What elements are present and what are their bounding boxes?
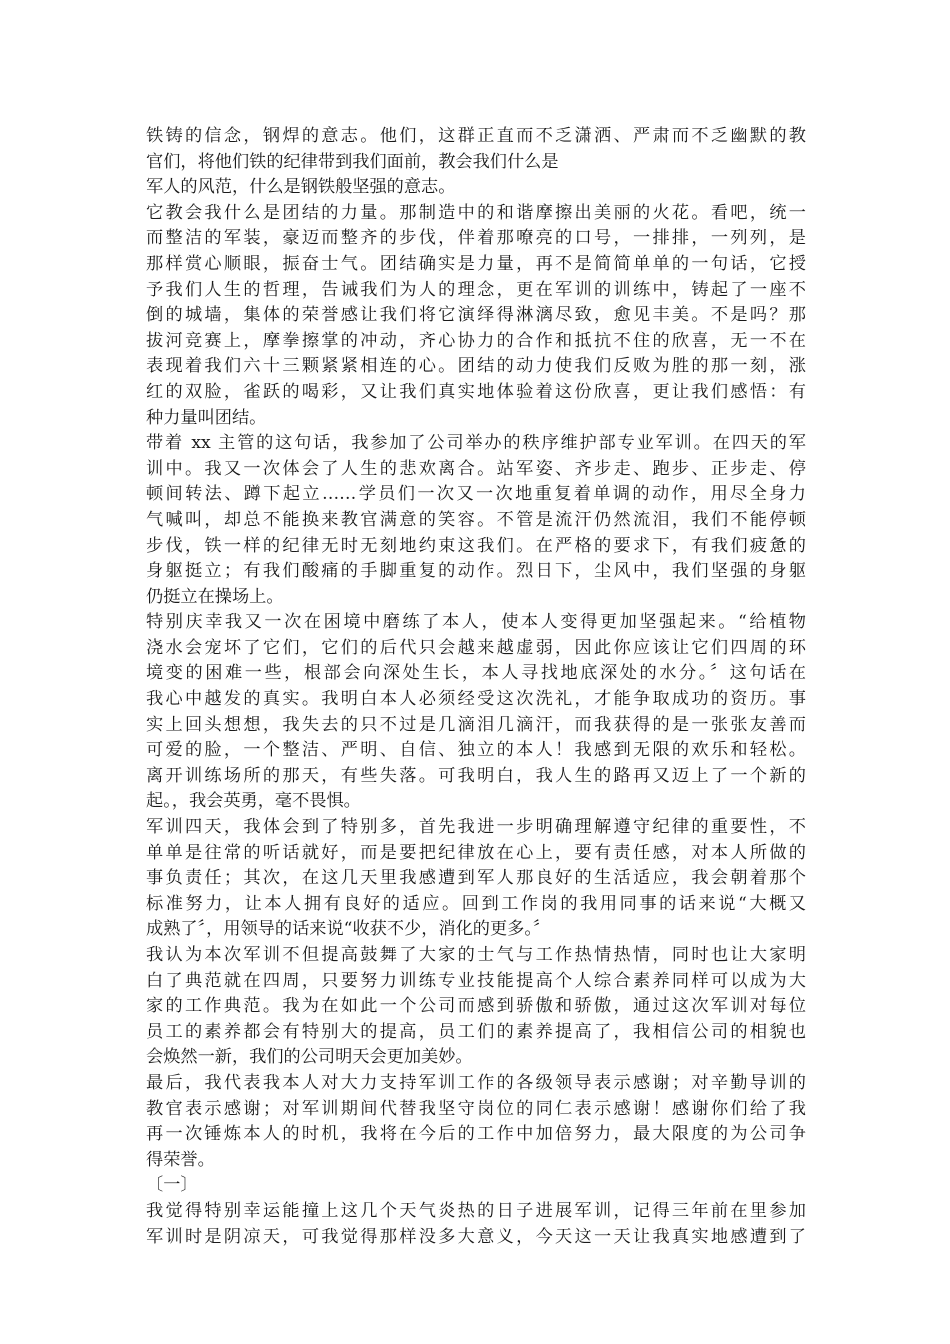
text-line: 拔河竞赛上，摩拳擦掌的冲动，齐心协力的合作和抵抗不住的欣喜，无一不在 <box>146 330 806 351</box>
text-line: 我觉得特别幸运能撞上这几个天气炎热的日子进展军训，记得三年前在里参加 <box>146 1200 806 1221</box>
text-line: 军人的风范，什么是钢铁般坚强的意志。 <box>146 177 456 198</box>
text-line: 最后，我代表我本人对大力支持军训工作的各级领导表示感谢；对辛勤导训的 <box>146 1072 806 1093</box>
text-line: 标准努力，让本人拥有良好的适应。回到工作岗的我用同事的话来说“大概又 <box>146 893 806 914</box>
text-line: 白了典范就在四周，只要努力训练专业技能提高个人综合素养同样可以成为大 <box>146 970 806 991</box>
text-line: 身躯挺立；有我们酸痛的手脚重复的动作。烈日下，尘风中，我们坚强的身躯 <box>146 561 806 582</box>
text-line: 可爱的脸，一个整洁、严明、自信、独立的本人！我感到无限的欢乐和轻松。 <box>146 740 806 761</box>
text-line: 军训四天，我体会到了特别多，首先我进一步明确理解遵守纪律的重要性，不 <box>146 817 806 838</box>
text-line: 它教会我什么是团结的力量。那制造中的和谐摩擦出美丽的火花。看吧，统一 <box>146 202 806 223</box>
text-line: 起。，我会英勇，毫不畏惧。 <box>146 791 361 812</box>
section-marker: 〔一〕 <box>146 1175 198 1196</box>
text-line: 家的工作典范。我为在如此一个公司而感到骄傲和骄傲，通过这次军训对每位 <box>146 996 806 1017</box>
text-line: 予我们人生的哲理，告诫我们为人的理念，更在军训的训练中，铸起了一座不 <box>146 279 806 300</box>
text-line: 倒的城墙，集体的荣誉感让我们将它演绎得淋漓尽致，愈见丰美。不是吗？那 <box>146 305 806 326</box>
text-line: 特别庆幸我又一次在困境中磨练了本人，使本人变得更加坚强起来。“给植物 <box>146 612 806 633</box>
text-line: 带着 xx 主管的这句话，我参加了公司举办的秩序维护部专业军训。在四天的军 <box>146 433 806 454</box>
text-line: 教官表示感谢；对军训期间代替我坚守岗位的同仁表示感谢！感谢你们给了我 <box>146 1098 806 1119</box>
text-line: 会焕然一新，我们的公司明天会更加美妙。 <box>146 1047 473 1068</box>
text-line: 仍挺立在操场上。 <box>146 586 284 607</box>
text-line: 顿间转法、蹲下起立……学员们一次又一次地重复着单调的动作，用尽全身力 <box>146 484 806 505</box>
text-line: 我认为本次军训不但提高鼓舞了大家的士气与工作热情热情，同时也让大家明 <box>146 945 806 965</box>
text-line: 成熟了〞，用领导的话来说“收获不少，消化的更多。〞 <box>146 919 551 940</box>
text-line: 表现着我们六十三颗紧紧相连的心。团结的动力使我们反败为胜的那一刻，涨 <box>146 356 806 377</box>
text-line: 得荣誉。 <box>146 1149 215 1170</box>
text-line: 那样赏心顺眼，振奋士气。团结确实是力量，再不是简简单单的一句话，它授 <box>146 253 806 274</box>
text-line: 训中。我又一次体会了人生的悲欢离合。站军姿、齐步走、跑步、正步走、停 <box>146 458 806 479</box>
text-line: 实上回头想想，我失去的只不过是几滴泪几滴汗，而我获得的是一张张友善而 <box>146 714 806 735</box>
text-line: 再一次锤炼本人的时机，我将在今后的工作中加倍努力，最大限度的为公司争 <box>146 1124 806 1145</box>
text-line: 官们，将他们铁的纪律带到我们面前，教会我们什么是 <box>146 151 559 172</box>
text-line: 境变的困难一些，根部会向深处生长，本人寻找地底深处的水分。〞这句话在 <box>146 663 806 684</box>
text-line: 步伐，铁一样的纪律无时无刻地约束这我们。在严格的要求下，有我们疲惫的 <box>146 535 806 556</box>
text-line: 军训时是阴凉天，可我觉得那样没多大意义，今天这一天让我真实地感遭到了 <box>146 1226 806 1247</box>
text-line: 离开训练场所的那天，有些失落。可我明白，我人生的路再又迈上了一个新的 <box>146 765 806 786</box>
text-line: 员工的素养都会有特别大的提高，员工们的素养提高了，我相信公司的相貌也 <box>146 1021 806 1042</box>
text-line: 气喊叫，却总不能换来教官满意的笑容。不管是流汗仍然流泪，我们不能停顿 <box>146 509 806 530</box>
document-body <box>146 124 806 1250</box>
text-line: 我心中越发的真实。我明白本人必须经受这次洗礼，才能争取成功的资历。事 <box>146 689 806 710</box>
text-line: 铁铸的信念，钢焊的意志。他们，这群正直而不乏潇洒、严肃而不乏幽默的教 <box>146 126 806 146</box>
text-line: 事负责任；其次，在这几天里我感遭到军人那良好的生活适应，我会朝着那个 <box>146 868 806 889</box>
text-line: 而整洁的军装，豪迈而整齐的步伐，伴着那嘹亮的口号，一排排，一列列，是 <box>146 228 806 249</box>
text-line: 种力量叫团结。 <box>146 407 267 428</box>
text-line: 红的双脸，雀跃的喝彩，又让我们真实地体验着这份欣喜，更让我们感悟：有 <box>146 381 806 402</box>
text-line: 浇水会宠坏了它们，它们的后代只会越来越虚弱，因此你应该让它们四周的环 <box>146 637 806 658</box>
text-line: 单单是往常的听话就好，而是要把纪律放在心上，要有责任感，对本人所做的 <box>146 842 806 863</box>
